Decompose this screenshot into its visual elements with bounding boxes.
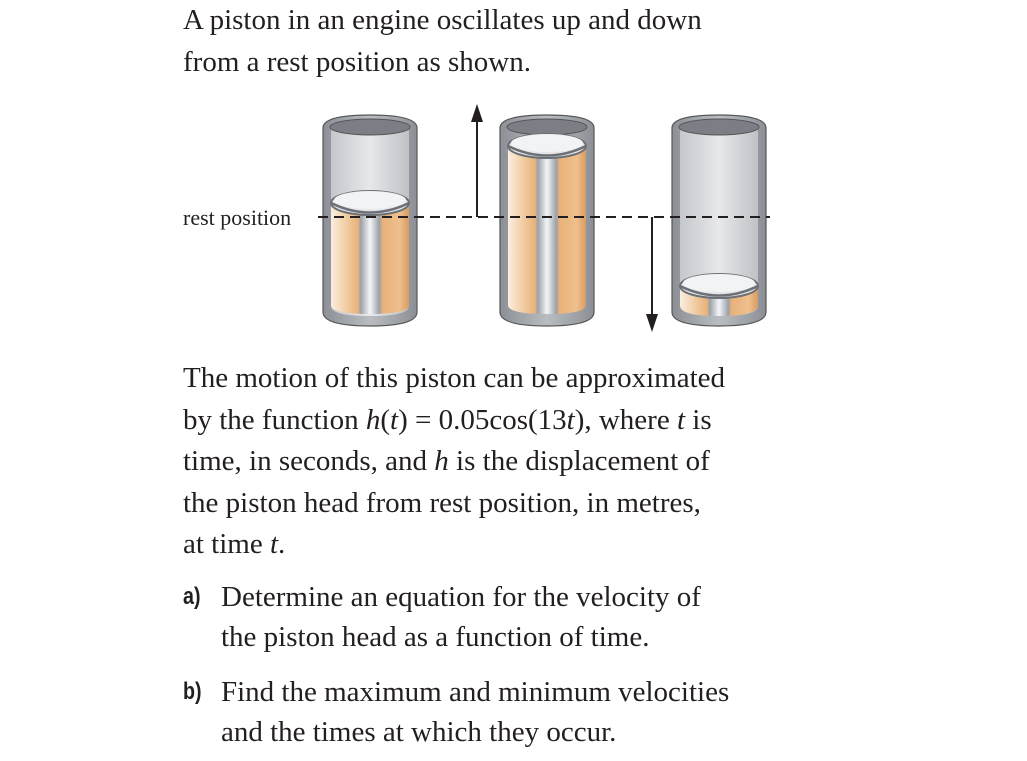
rest-position-label: rest position — [183, 205, 292, 230]
question-a-line-2: the piston head as a function of time. — [221, 621, 650, 653]
motion-line-5 — [183, 524, 725, 566]
question-b-line-1: Find the maximum and minimum velocities — [221, 676, 730, 708]
intro-line-1: A piston in an engine oscillates up and down — [183, 4, 702, 36]
motion-line-5-text: at time — [183, 528, 270, 560]
motion-line-3-text: time, in seconds, and — [183, 445, 435, 477]
motion-line-2-text: by the function — [183, 403, 366, 436]
motion-line-4: the piston head from rest position, in metres, — [183, 486, 701, 519]
var-t-2: t — [269, 528, 279, 560]
question-b-line-2: and the times at which they occur. — [221, 716, 617, 748]
question-b-label: b) — [183, 678, 202, 705]
question-a-line-1: Determine an equation for the velocity of — [221, 581, 701, 613]
motion-line-2 — [183, 400, 725, 442]
var-t: t — [676, 403, 686, 436]
question-a-label: a) — [183, 583, 201, 610]
motion-line-1: The motion of this piston can be approximated — [183, 362, 726, 394]
question-a — [183, 577, 701, 657]
intro-line-2: from a rest position as shown. — [183, 45, 531, 78]
down-arrow-icon — [646, 217, 658, 332]
piston-diagram — [0, 0, 1027, 340]
up-arrow-icon — [471, 104, 483, 217]
function-paren: ( — [380, 403, 390, 436]
function-var-t: t — [390, 403, 399, 436]
motion-line-3 — [183, 441, 725, 483]
motion-line-2-end: is — [685, 403, 712, 436]
motion-line-3-post: is the displacement of — [448, 445, 710, 477]
function-var-t-2: t — [566, 403, 575, 436]
question-b — [183, 672, 729, 752]
cylinder-rest — [323, 115, 417, 326]
cylinder-down — [672, 115, 766, 326]
motion-line-2-post: ), where — [574, 403, 677, 436]
var-h: h — [434, 445, 449, 477]
cylinder-up — [500, 115, 594, 326]
motion-paragraph — [183, 358, 725, 566]
motion-line-5-end: . — [278, 528, 286, 560]
function-name-h: h — [365, 403, 381, 436]
function-body: ) = 0.05cos(13 — [398, 403, 567, 436]
